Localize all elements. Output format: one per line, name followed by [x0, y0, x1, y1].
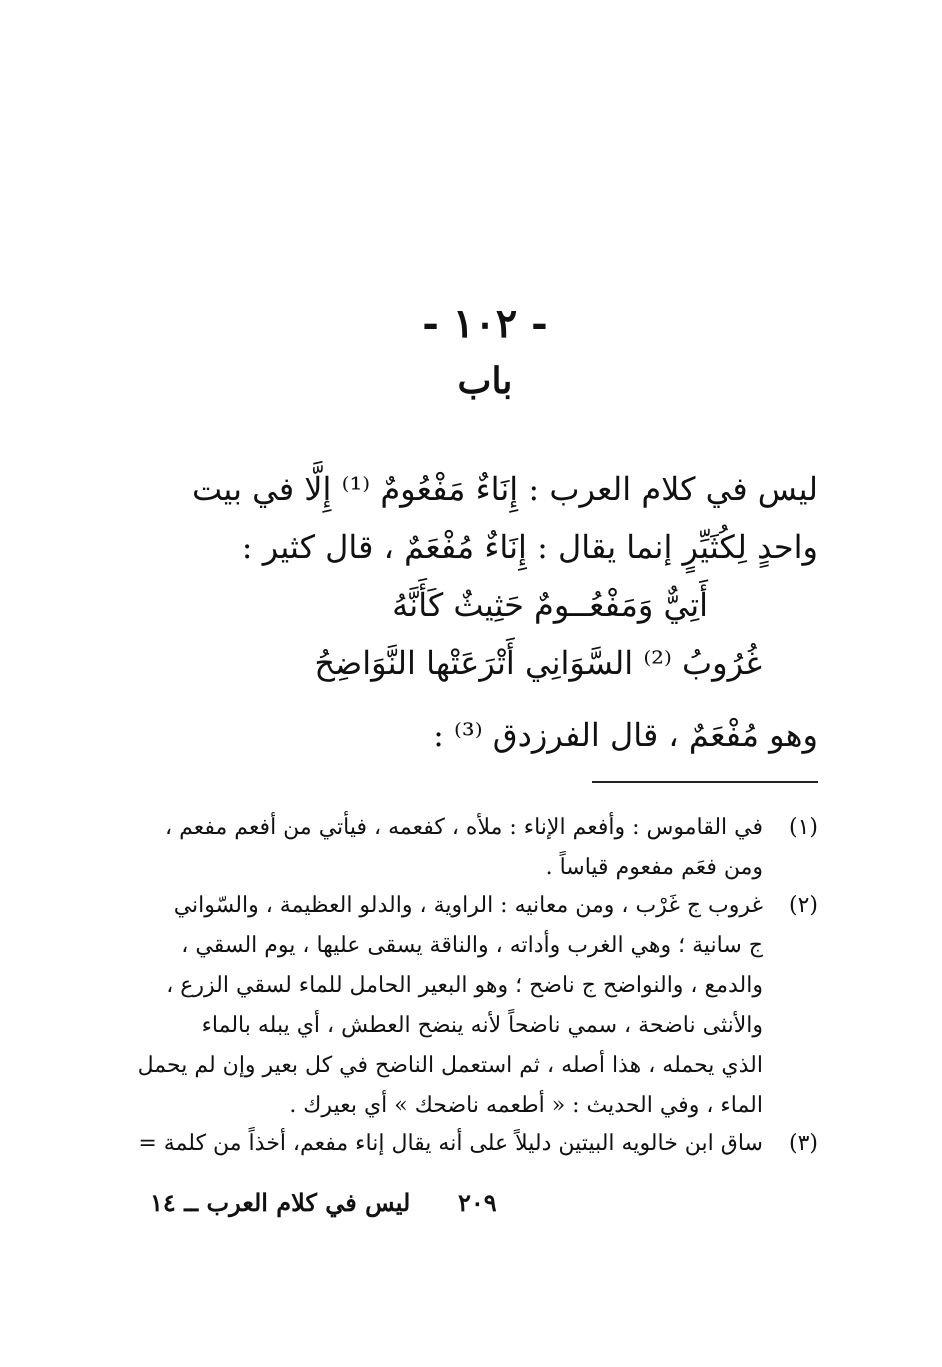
footnote-3-marker: (٣)	[788, 1131, 818, 1156]
footnote-line: الماء ، وفي الحديث : « أطعمه ناضحك » أي بعيرك .	[289, 1093, 763, 1118]
footnote-2-body	[138, 886, 763, 1126]
main-text-line-1: ليس في كلام العرب : إِنَاءٌ مَفْعُومٌ ⁽¹⁾ إِلَّا في بيت	[191, 470, 818, 508]
footnote-line: ج سانية ؛ وهي الغرب وأداته ، والناقة يسقى عليها ، يوم السقي ،	[181, 933, 763, 958]
poem-verse-first-half: أَتِيٌّ وَمَفْعُــومٌ حَثِيثٌ كَأَنَّهُ	[392, 586, 708, 624]
footnote-line: والأنثى ناضحة ، سمي ناضحاً لأنه ينضح العطش ، أي يبله بالماء	[201, 1013, 763, 1038]
signature-mark: ليس في كلام العرب ــ ١٤	[150, 1188, 411, 1217]
footnote-1-marker: (١)	[788, 815, 818, 840]
footnote-line: والدمع ، والنواضح ج ناضح ؛ وهو البعير الحامل للماء لسقي الزرع ،	[166, 973, 763, 998]
footnote-line: ساق ابن خالويه البيتين دليلاً على أنه يقال إناء مفعم، أخذاً من كلمة =	[138, 1131, 763, 1156]
footnote-line: في القاموس : وأفعم الإناء : ملأه ، كفعمه ، فيأتي من أفعم مفعم ،	[165, 815, 763, 840]
chapter-number: - ١٠٢ -	[422, 300, 548, 347]
footnote-line: غروب ج غَرْب ، ومن معانيه : الراوية ، والدلو العظيمة ، والسّواني	[173, 893, 763, 918]
poem-verse-second-half: غُرُوبُ ⁽²⁾ السَّوَانِي أَتْرَعَتْها النَّوَاضِحُ	[314, 644, 762, 682]
chapter-heading: باب	[457, 360, 513, 402]
main-text-line-2: واحدٍ لِكُثَيِّرٍ إنما يقال : إِنَاءٌ مُفْعَمٌ ، قال كثير :	[241, 528, 818, 566]
footnote-3-body	[138, 1124, 763, 1164]
footnote-1	[138, 808, 818, 888]
page-footer	[0, 1180, 942, 1220]
footnote-2-marker: (٢)	[788, 893, 818, 918]
footnote-line: ومن فعَم مفعوم قياساً .	[545, 855, 763, 880]
main-text-closing-line: وهو مُفْعَمٌ ، قال الفرزدق ⁽³⁾ :	[433, 716, 818, 754]
page-number: ٢٠٩	[458, 1188, 497, 1217]
footnote-2	[138, 886, 818, 1126]
footnote-line: الذي يحمله ، هذا أصله ، ثم استعمل الناضح في كل بعير وإن لم يحمل	[137, 1053, 763, 1078]
footnote-1-body	[138, 808, 763, 888]
footnote-3	[138, 1124, 818, 1164]
footnote-separator	[592, 781, 818, 783]
